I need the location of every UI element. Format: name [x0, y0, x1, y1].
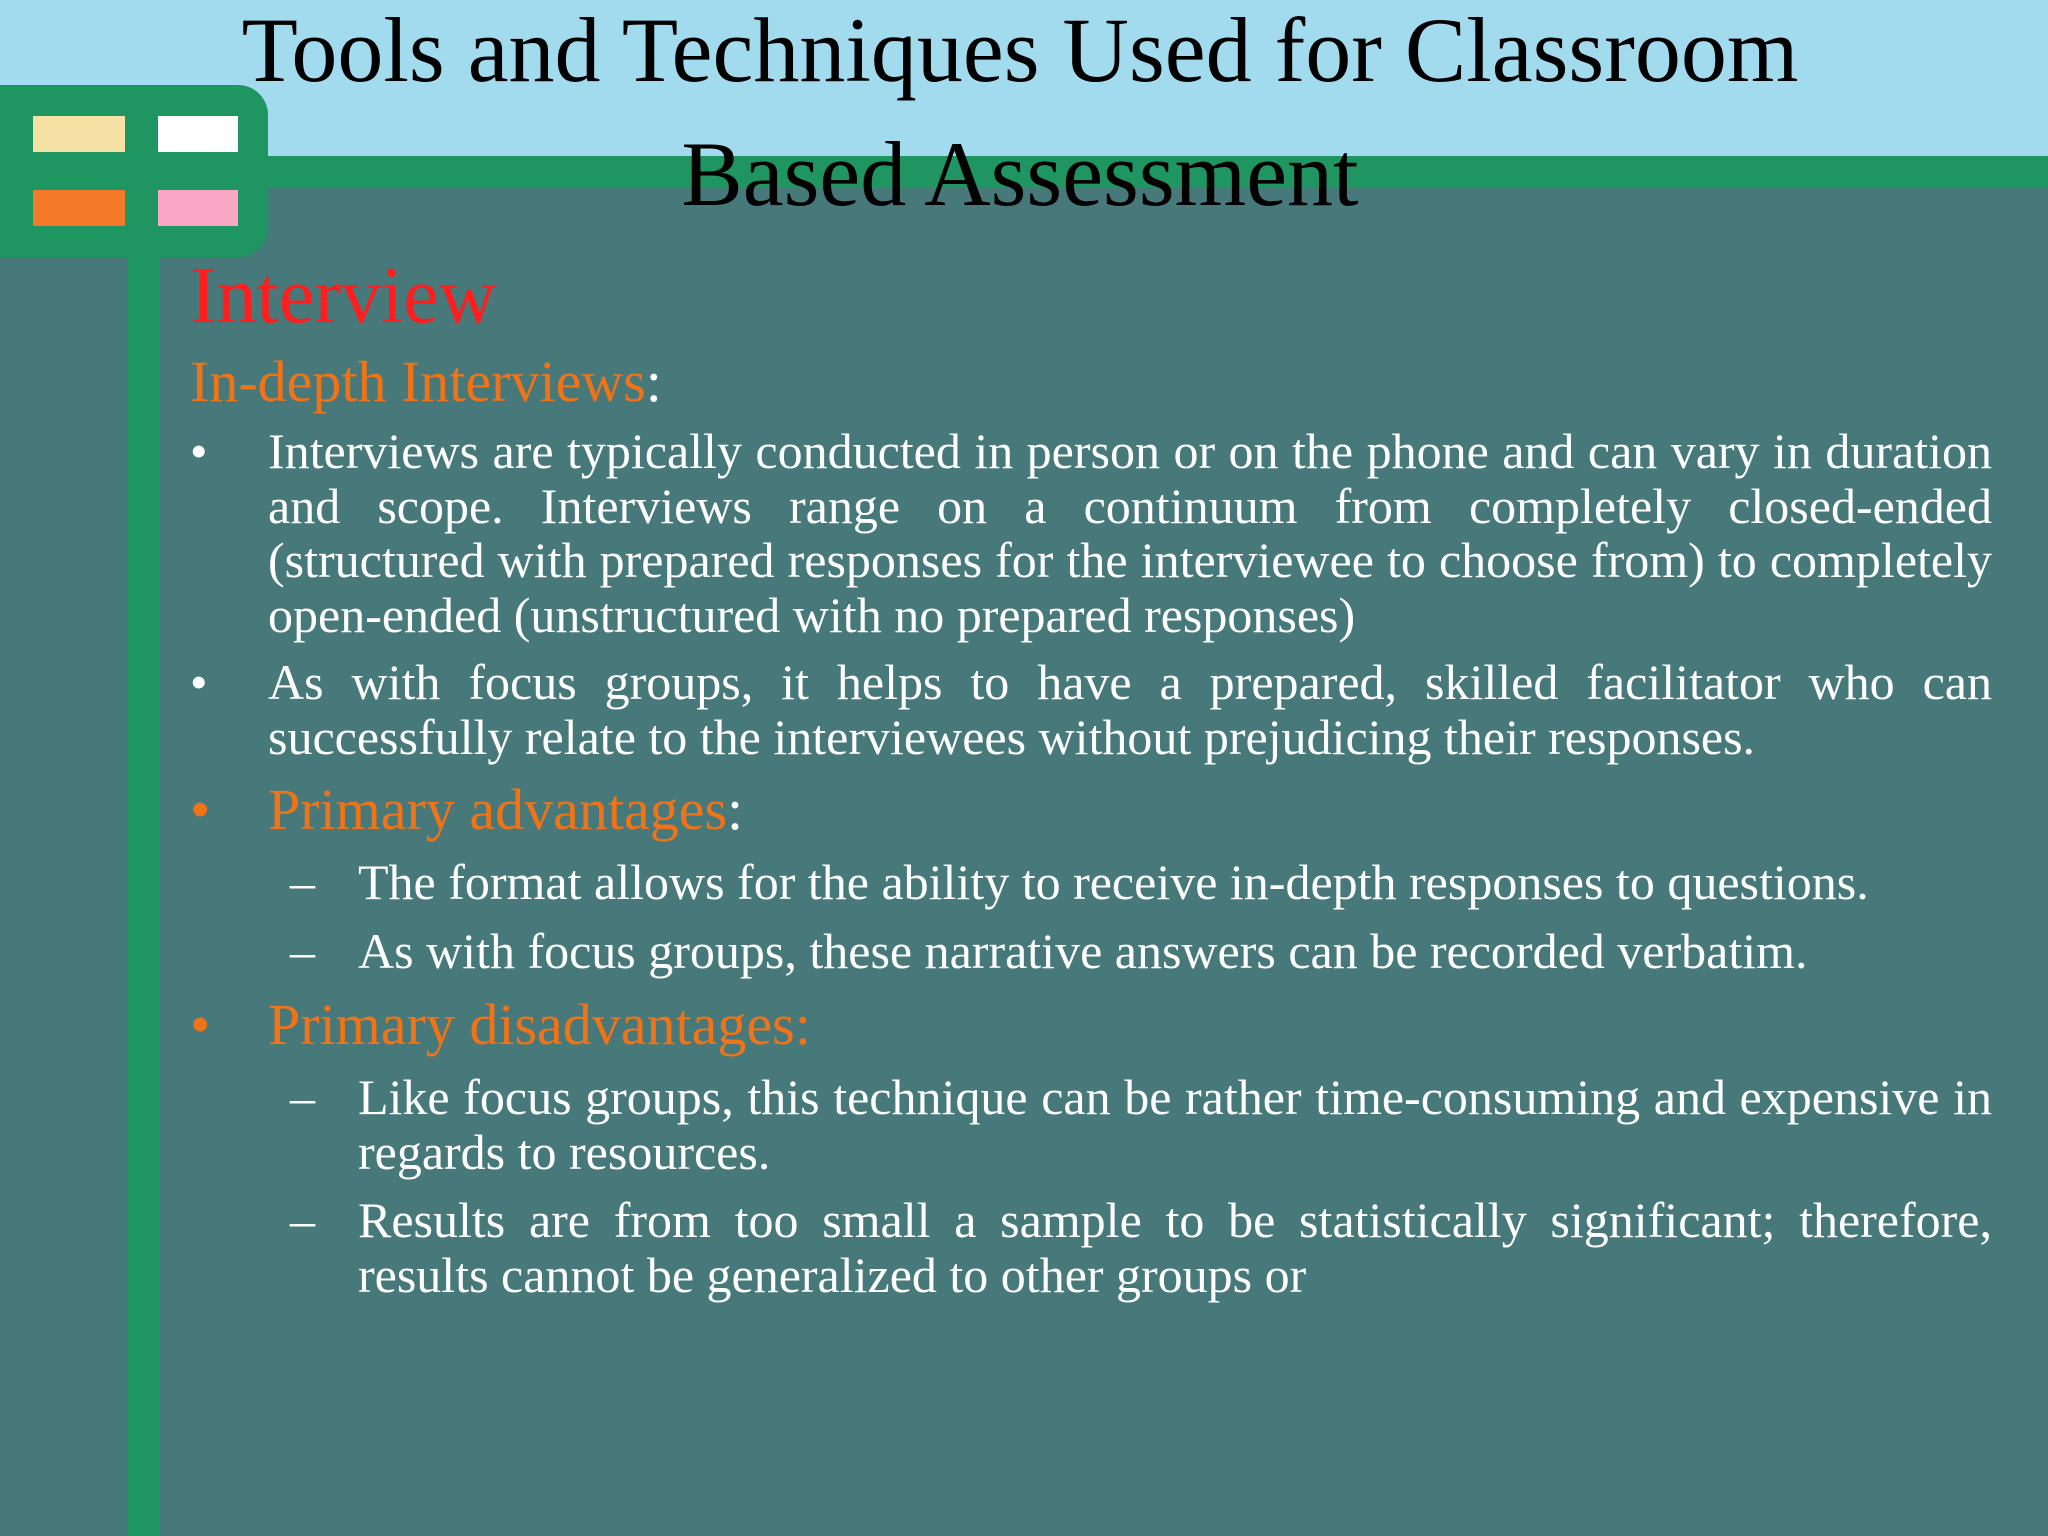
dash-marker: – [290, 1192, 315, 1248]
decor-tan-square [33, 116, 125, 152]
disadvantages-heading [190, 992, 1992, 1058]
list-item [190, 1070, 1992, 1179]
dash-marker: – [290, 922, 315, 979]
bullet-marker: • [190, 423, 208, 479]
slide-title: Tools and Techniques Used for Classroom Based Assessment [241, 0, 1799, 225]
list-item [190, 424, 1992, 642]
list-item [190, 655, 1992, 764]
bullet-marker: • [190, 654, 208, 710]
list-item-text: The format allows for the ability to receive in-depth responses to questions. [358, 854, 1869, 910]
dash-marker: – [290, 1069, 315, 1125]
list-item-text: Results are from too small a sample to be statistically significant; therefore, results cannot be generalized to other groups or [358, 1192, 1992, 1303]
list-item-text: As with focus groups, these narrative answers can be recorded verbatim. [358, 922, 1808, 979]
bullet-marker: • [190, 777, 211, 842]
list-item [190, 1193, 1992, 1302]
advantages-colon: : [727, 777, 744, 842]
disadvantages-label: Primary disadvantages: [268, 992, 811, 1057]
dash-marker: – [290, 854, 315, 910]
list-item-text: Interviews are typically conducted in person or on the phone and can vary in duration and scope. Interviews range on a continuum from completely closed-ended (structured with prepared responses for the interviewee to choose from) to completely open-ended (unstructured with no prepared responses) [268, 423, 1992, 643]
list-item [190, 855, 1992, 910]
subheading-label: In-depth Interviews [190, 349, 646, 414]
advantages-label: Primary advantages [268, 777, 728, 842]
list-item-text: As with focus groups, it helps to have a prepared, skilled facilitator who can successfully relate to the interviewees without prejudicing their responses. [268, 654, 1992, 765]
bullet-marker: • [190, 992, 211, 1057]
slide-content [190, 250, 1992, 1316]
subheading-colon: : [645, 349, 662, 414]
section-heading: Interview [190, 252, 497, 340]
decor-green-bar-vertical [128, 100, 160, 1536]
subheading [190, 342, 1992, 422]
list-item-text: Like focus groups, this technique can be rather time-consuming and expensive in regards to resources. [358, 1069, 1992, 1180]
decor-orange-square [33, 190, 125, 226]
advantages-heading [190, 777, 1992, 843]
list-item [190, 924, 1992, 979]
